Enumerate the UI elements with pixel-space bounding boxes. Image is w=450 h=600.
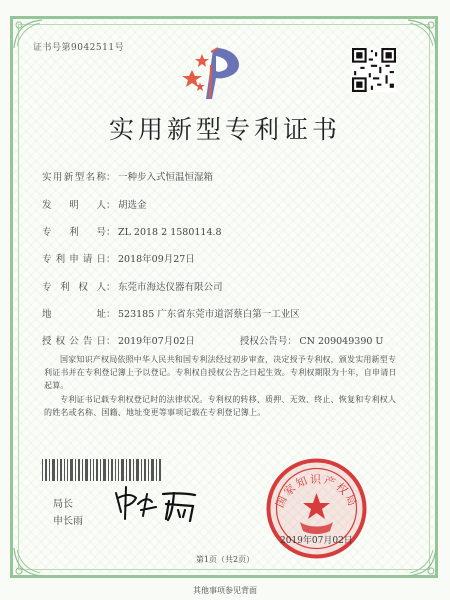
patentee-value: 东莞市海达仪器有限公司	[118, 282, 223, 293]
footer-note: 其他事项参见背面	[193, 586, 257, 595]
grant-info-row	[42, 333, 383, 347]
field-colon: ：	[106, 227, 116, 238]
application-date-value: 2018年09月27日	[118, 254, 195, 265]
field-colon: ：	[106, 309, 116, 320]
utility-model-name-value: 一种步入式恒温恒湿箱	[118, 172, 214, 183]
patent-number-row	[42, 224, 222, 238]
barcode-icon	[42, 459, 162, 481]
qr-code-icon	[352, 48, 396, 92]
certificate-notice	[44, 353, 404, 420]
director-name: 申长雨	[53, 516, 83, 527]
field-colon: ：	[106, 254, 116, 265]
inventor-row	[42, 197, 147, 211]
notice-paragraph-1: 国家知识产权局依照中华人民共和国专利法经过初步审查，决定授予专利权，颁发实用新型专利证书并在专利登记簿上予以登记。专利权自授权公告之日起生效。专利权期限为十年，自申请日起算。	[44, 355, 397, 390]
field-colon: ：	[287, 336, 297, 347]
utility-model-name-label: 实用新型名称	[42, 172, 106, 183]
corner-ornament-top-right	[404, 18, 438, 52]
grant-date-label: 授权公告日	[42, 336, 106, 347]
utility-model-name-row	[42, 169, 213, 183]
patent-number-value: ZL 2018 2 1580114.8	[118, 227, 222, 238]
director-signature-block	[53, 496, 83, 530]
address-row	[42, 306, 300, 320]
patentee-row	[42, 279, 223, 293]
grant-number-value: CN 209049390 U	[299, 336, 384, 347]
patentee-label: 专利权人	[42, 282, 106, 293]
field-colon: ：	[106, 282, 116, 293]
field-colon: ：	[106, 172, 116, 183]
inventor-value: 胡选金	[118, 200, 147, 211]
field-colon: ：	[106, 336, 116, 347]
application-date-label: 专利申请日	[42, 254, 106, 265]
seal-text: 国家知识产权局	[273, 472, 360, 510]
page-number: 第1页（共2页）	[195, 555, 255, 564]
seal-date: 2019年07月02日	[280, 536, 353, 546]
notice-paragraph-2: 专利证书记载专利权登记时的法律状况。专利权的转移、质押、无效、终止、恢复和专利权人的姓名或名称、国籍、地址变更等事项记载在专利登记簿上。	[44, 395, 397, 417]
patent-number-label: 专利号	[42, 227, 106, 238]
director-title: 局长	[53, 499, 73, 510]
inventor-label: 发明人	[42, 200, 106, 211]
handwritten-signature-icon	[108, 482, 203, 524]
grant-date-value: 2019年07月02日	[118, 336, 195, 347]
field-colon: ：	[106, 200, 116, 211]
certificate-title: 实用新型专利证书	[108, 115, 341, 144]
address-value: 523185 广东省东莞市道滘蔡白第一工业区	[118, 309, 300, 320]
certificate-number: 证书号第9042511号	[33, 43, 125, 53]
grant-number-label: 授权公告号	[239, 336, 288, 347]
patent-emblem-icon	[182, 42, 250, 102]
application-date-row	[42, 251, 195, 265]
address-label: 地址	[42, 309, 106, 320]
